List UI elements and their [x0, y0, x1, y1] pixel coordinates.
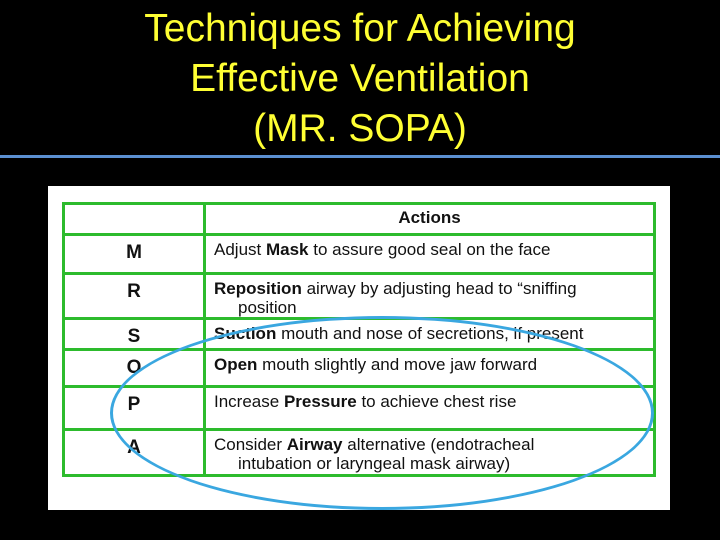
action-text: airway by adjusting head to “sniffing: [301, 279, 577, 298]
row-letter: S: [64, 319, 205, 350]
table-row: [64, 274, 655, 319]
row-action: [205, 319, 655, 350]
action-text: Increase: [214, 392, 284, 411]
table-image: [48, 186, 670, 510]
row-letter: O: [64, 350, 205, 387]
table-row: [64, 387, 655, 430]
table-row: [64, 319, 655, 350]
action-keyword: Reposition: [214, 279, 302, 298]
row-action: [205, 350, 655, 387]
action-text: Consider: [214, 435, 287, 454]
title-divider: [0, 155, 720, 158]
action-continuation: position: [238, 298, 297, 317]
action-text: Adjust: [214, 240, 266, 259]
table-row: [64, 430, 655, 476]
action-text: to assure good seal on the face: [308, 240, 551, 259]
mr-sopa-table: [62, 202, 656, 477]
action-text: mouth slightly and move jaw forward: [257, 355, 538, 374]
table-row: [64, 235, 655, 274]
title-line-1: Techniques for Achieving: [144, 7, 576, 50]
row-letter: R: [64, 274, 205, 319]
row-letter: A: [64, 430, 205, 476]
title-line-3: (MR. SOPA): [253, 107, 467, 150]
header-empty-cell: [64, 204, 205, 235]
row-action: [205, 387, 655, 430]
row-action: [205, 430, 655, 476]
title-line-2: Effective Ventilation: [190, 57, 530, 100]
action-text: alternative (endotracheal: [342, 435, 535, 454]
action-continuation: intubation or laryngeal mask airway): [238, 454, 511, 473]
slide-title: [0, 4, 720, 154]
action-keyword: Airway: [286, 435, 343, 454]
action-text: to achieve chest rise: [356, 392, 517, 411]
action-text: mouth and nose of secretions, if present: [276, 324, 584, 343]
action-keyword: Suction: [214, 324, 277, 343]
row-letter: M: [64, 235, 205, 274]
table-row: [64, 350, 655, 387]
row-action: [205, 274, 655, 319]
action-keyword: Mask: [265, 240, 309, 259]
table-header-row: [64, 204, 655, 235]
row-letter: P: [64, 387, 205, 430]
action-keyword: Pressure: [283, 392, 357, 411]
header-actions: Actions: [205, 204, 655, 235]
row-action: [205, 235, 655, 274]
action-keyword: Open: [214, 355, 258, 374]
